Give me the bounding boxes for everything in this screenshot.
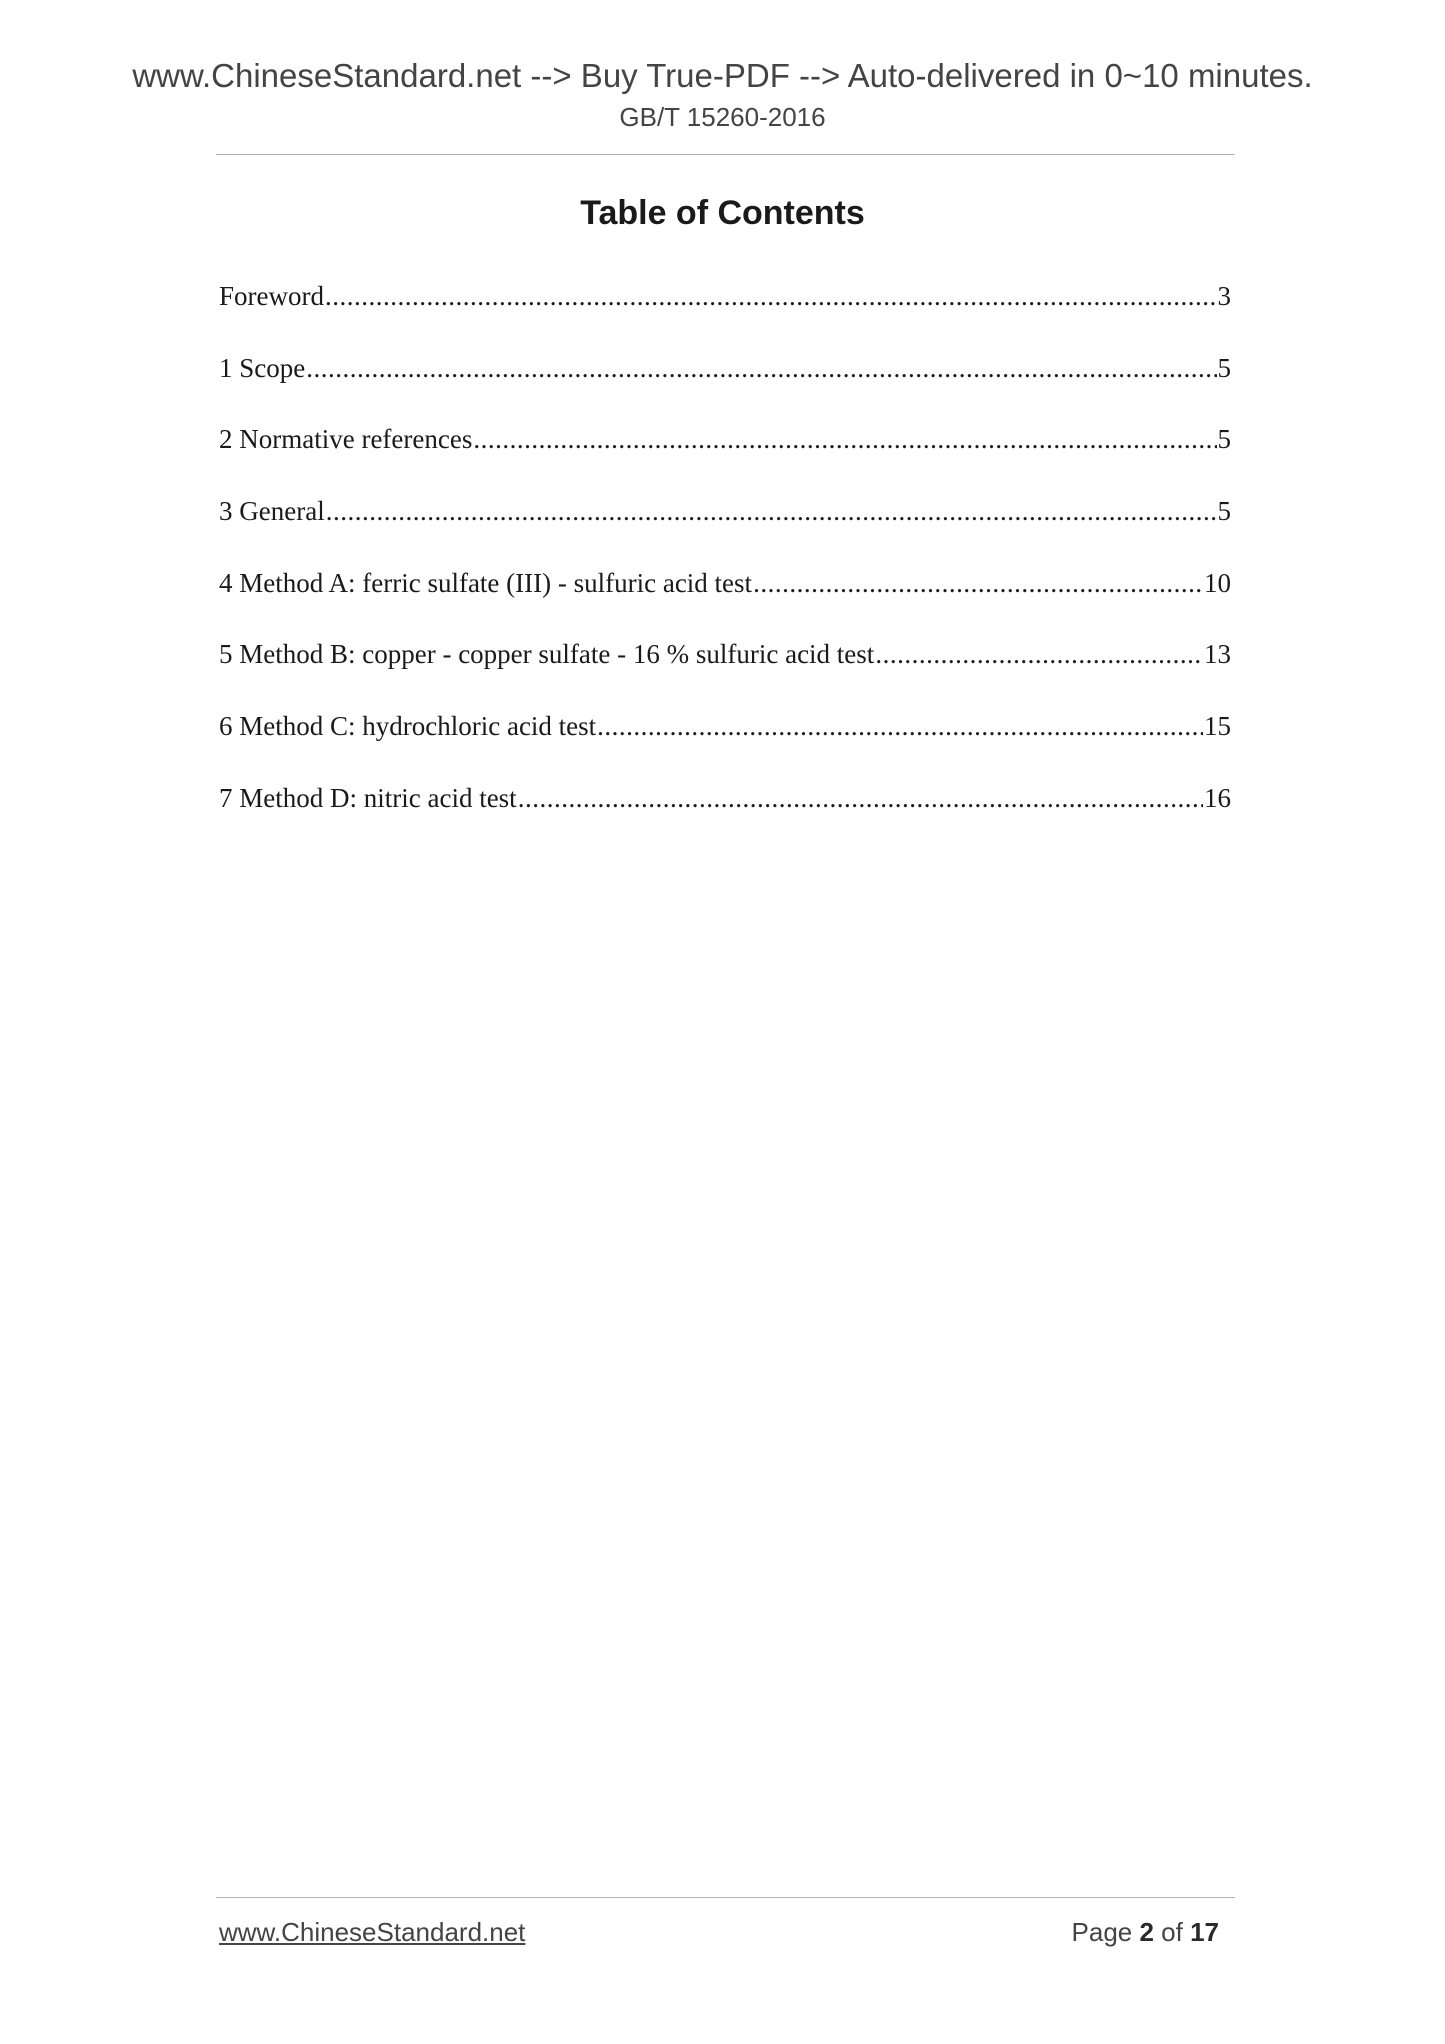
toc-dot-leader [325,276,1217,316]
toc-entry-text: 7 Method D: nitric acid test [219,782,517,813]
footer-divider [216,1897,1235,1898]
toc-entry-page: 15 [1204,711,1231,742]
toc-entry-method-d[interactable] [219,778,1231,850]
toc-entry-method-a[interactable] [219,563,1231,635]
page-of: of [1153,1917,1191,1947]
toc-entry-text: 3 General [219,496,325,527]
toc-entry-text: 5 Method B: copper - copper sulfate - 16 % sulfuric acid test [219,639,875,670]
page-prefix: Page [1071,1917,1140,1947]
toc-entry-scope[interactable] [219,348,1231,420]
toc-entry-general[interactable] [219,491,1231,563]
toc-entry-page: 5 [1217,424,1231,455]
toc-entry-page: 3 [1217,281,1231,311]
toc-list [219,276,1231,850]
toc-dot-leader [597,706,1203,746]
toc-dot-leader [326,491,1217,531]
toc-dot-leader [306,348,1216,388]
toc-title: Table of Contents [580,194,865,232]
toc-entry-foreword[interactable] [219,276,1231,348]
toc-entry-text: Foreword [219,281,324,311]
toc-entry-normative-references[interactable] [219,419,1231,491]
page-total: 17 [1190,1917,1219,1947]
toc-dot-leader [473,419,1216,459]
toc-entry-page: 5 [1217,496,1231,527]
toc-dot-leader [518,778,1203,818]
toc-entry-text: 6 Method C: hydrochloric acid test [219,711,597,742]
header-banner: www.ChineseStandard.net --> Buy True-PDF --> Auto-delivered in 0~10 minutes. [132,57,1313,94]
toc-entry-text: 1 Scope [219,352,306,383]
page-current: 2 [1139,1917,1154,1947]
toc-dot-leader [753,563,1203,603]
header-divider [216,154,1235,155]
toc-entry-page: 13 [1204,639,1231,670]
toc-entry-method-c[interactable] [219,706,1231,778]
page-indicator [1072,1914,1219,1950]
toc-entry-page: 10 [1204,567,1231,598]
footer-website-link[interactable]: www.ChineseStandard.net [219,1917,526,1947]
toc-dot-leader [875,634,1203,674]
toc-entry-text: 4 Method A: ferric sulfate (III) - sulfuric acid test [219,567,753,598]
toc-entry-text: 2 Normative references [219,424,473,455]
toc-entry-method-b[interactable] [219,634,1231,706]
toc-entry-page: 16 [1204,782,1231,813]
standard-code: GB/T 15260-2016 [619,102,826,132]
toc-entry-page: 5 [1217,352,1231,383]
